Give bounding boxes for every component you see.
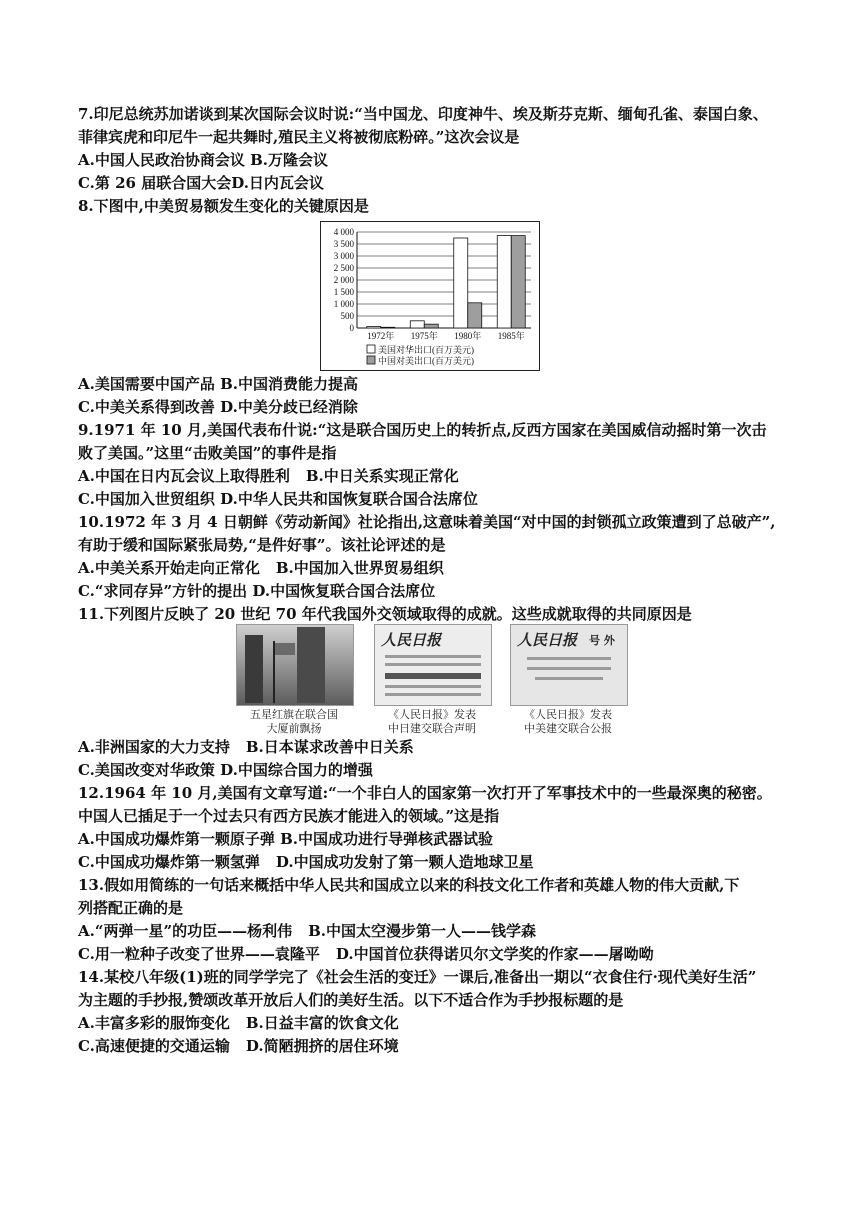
q12-option-b[interactable]: B.中国成功进行导弹核武器试验 (280, 830, 494, 848)
q9-option-c[interactable]: C.中国加入世贸组织 (78, 490, 215, 508)
q12-option-a[interactable]: A.中国成功爆炸第一颗原子弹 (78, 830, 275, 848)
q8-options-row-1 (78, 373, 798, 395)
q12-options-row-1 (78, 828, 798, 850)
q13-stem-line-2: 列搭配正确的是 (78, 899, 184, 917)
q11-stem-line-1: 11.下列图片反映了 20 世纪 70 年代我国外交领域取得的成就。这些成就取得的共同原因是 (78, 605, 692, 623)
y-tick-label: 2 000 (333, 275, 354, 285)
q14-options-row-2 (78, 1035, 798, 1057)
q14-option-b[interactable]: B.日益丰富的饮食文化 (245, 1014, 399, 1032)
q11-options-row-2 (78, 759, 798, 781)
q7-options-row-1 (78, 149, 798, 171)
q10-option-c[interactable]: C.“求同存异”方针的提出 (78, 582, 248, 600)
q11-option-a[interactable]: A.非洲国家的大力支持 (78, 738, 230, 756)
newspaper-masthead: 人民日报 (517, 631, 578, 649)
q7-option-a[interactable]: A.中国人民政治协商会议 (78, 151, 245, 169)
q10-option-a[interactable]: A.中美关系开始走向正常化 (78, 559, 260, 577)
q7-stem-line-2: 菲律宾虎和印尼牛一起共舞时,殖民主义将被彻底粉碎。”这次会议是 (78, 128, 520, 146)
legend-label: 美国对华出口(百万美元) (378, 345, 474, 355)
q8-option-c[interactable]: C.中美关系得到改善 (78, 398, 215, 416)
q14-options-row-1 (78, 1012, 798, 1034)
photo-caption-2 (367, 708, 497, 736)
legend-swatch (367, 356, 375, 364)
caption-line: 《人民日报》发表 (524, 708, 612, 721)
q10-options-row-1 (78, 557, 798, 579)
q13-stem-line-1: 13.假如用简练的一句话来概括中华人民共和国成立以来的科技文化工作者和英雄人物的伟大贡献,下 (78, 876, 740, 894)
text-lines (535, 677, 603, 680)
extra-edition-mark: 号 外 (589, 634, 615, 647)
q9-options-row-2 (78, 488, 798, 510)
q9-stem-line-2: 败了美国。”这里“击败美国”的事件是指 (78, 444, 337, 462)
bar-us-export (497, 236, 511, 328)
newspaper-masthead: 人民日报 (381, 631, 442, 649)
q7-option-b[interactable]: B.万隆会议 (250, 151, 329, 169)
q8-option-a[interactable]: A.美国需要中国产品 (78, 375, 215, 393)
q7-stem-line-1: 7.印尼总统苏加诺谈到某次国际会议时说:“当中国龙、印度神牛、埃及斯芬克斯、缅甸孔雀、泰国白象、 (78, 105, 768, 123)
bar-us-export (367, 327, 381, 328)
q12-option-c[interactable]: C.中国成功爆炸第一颗氢弹 (78, 853, 260, 871)
y-tick-label: 3 500 (333, 239, 354, 249)
y-tick-label: 3 000 (333, 251, 354, 261)
q9-option-d[interactable]: D.中华人民共和国恢复联合国合法席位 (220, 490, 478, 508)
x-tick-label: 1972年 (367, 331, 395, 341)
legend-label: 中国对美出口(百万美元) (378, 356, 474, 366)
photo-caption-1 (229, 708, 359, 736)
y-tick-label: 1 500 (333, 287, 354, 297)
q10-stem-line-1: 10.1972 年 3 月 4 日朝鲜《劳动新闻》社论指出,这意味着美国“对中国的封锁孤立政策遭到了总破产”, (78, 513, 776, 531)
q12-stem-line-2: 中国人已插足于一个过去只有西方民族才能进入的领域。”这是指 (78, 807, 500, 825)
q8-option-b[interactable]: B.中国消费能力提高 (220, 375, 359, 393)
building-shape (297, 627, 325, 703)
caption-line: 《人民日报》发表 (388, 708, 476, 721)
q14-option-a[interactable]: A.丰富多彩的服饰变化 (78, 1014, 230, 1032)
q11-option-d[interactable]: D.中国综合国力的增强 (220, 761, 373, 779)
caption-line: 中日建交联合声明 (388, 722, 476, 735)
q12-stem-line-1: 12.1964 年 10 月,美国有文章写道:“一个非白人的国家第一次打开了军事技术中的一些最深奥的秘密。 (78, 784, 772, 802)
bar-us-export (410, 321, 424, 328)
q14-option-d[interactable]: D.简陋拥挤的居住环境 (245, 1037, 399, 1055)
sino-japanese-newspaper-photo (374, 624, 492, 706)
caption-line: 大厦前飘扬 (266, 722, 322, 735)
q13-option-b[interactable]: B.中国太空漫步第一人——钱学森 (308, 922, 537, 940)
y-tick-label: 2 500 (333, 263, 354, 273)
q10-option-d[interactable]: D.中国恢复联合国合法席位 (252, 582, 436, 600)
q14-option-c[interactable]: C.高速便捷的交通运输 (78, 1037, 230, 1055)
text-lines (385, 685, 481, 688)
q13-options-row-2 (78, 943, 798, 965)
text-lines (385, 663, 481, 666)
y-tick-label: 500 (340, 311, 354, 321)
q13-option-c[interactable]: C.用一粒种子改变了世界——袁隆平 (78, 945, 320, 963)
bar-cn-export (511, 236, 525, 328)
q8-option-d[interactable]: D.中美分歧已经消除 (220, 398, 358, 416)
q11-options-row-1 (78, 736, 798, 758)
bar-cn-export (468, 303, 482, 328)
q9-option-a[interactable]: A.中国在日内瓦会议上取得胜利 (78, 467, 290, 485)
y-tick-label: 0 (349, 323, 354, 333)
q9-options-row-1 (78, 465, 798, 487)
q7-options-row-2 (78, 172, 798, 194)
q13-option-d[interactable]: D.中国首位获得诺贝尔文学奖的作家——屠呦呦 (335, 945, 654, 963)
text-lines (527, 667, 611, 670)
q9-stem-line-1: 9.1971 年 10 月,美国代表布什说:“这是联合国历史上的转折点,反西方国家在美国威信动摇时第一次击 (78, 421, 767, 439)
bar-cn-export (424, 324, 438, 328)
caption-line: 五星红旗在联合国 (250, 708, 338, 721)
caption-line: 中美建交联合公报 (524, 722, 612, 735)
q12-options-row-2 (78, 851, 798, 873)
q11-photo-strip (236, 624, 626, 736)
q9-option-b[interactable]: B.中日关系实现正常化 (305, 467, 459, 485)
x-tick-label: 1975年 (410, 331, 438, 341)
bar-us-export (454, 238, 468, 328)
flag-shape (275, 643, 295, 655)
trade-chart (320, 221, 540, 371)
q10-options-row-2 (78, 580, 798, 602)
q11-option-c[interactable]: C.美国改变对华政策 (78, 761, 215, 779)
trade-chart-svg (321, 222, 539, 370)
text-lines (385, 693, 481, 696)
q14-stem-line-1: 14.某校八年级(1)班的同学学完了《社会生活的变迁》一课后,准备出一期以“衣食住行·现代美好生活” (78, 968, 757, 986)
photo-caption-3 (503, 708, 633, 736)
q11-option-b[interactable]: B.日本谋求改善中日关系 (245, 738, 414, 756)
y-tick-label: 1 000 (333, 299, 354, 309)
q10-option-b[interactable]: B.中国加入世界贸易组织 (275, 559, 444, 577)
text-lines (527, 657, 611, 660)
x-tick-label: 1980年 (454, 331, 482, 341)
q8-options-row-2 (78, 396, 798, 418)
q7-option-d[interactable]: D.日内瓦会议 (231, 174, 324, 192)
q12-option-d[interactable]: D.中国成功发射了第一颗人造地球卫星 (275, 853, 534, 871)
q10-stem-line-2: 有助于缓和国际紧张局势,“是件好事”。该社论评述的是 (78, 536, 446, 554)
q13-options-row-1 (78, 920, 798, 942)
q13-option-a[interactable]: A.“两弹一星”的功臣——杨利伟 (78, 922, 293, 940)
q14-stem-line-2: 为主题的手抄报,赞颂改革开放后人们的美好生活。以下不适合作为手抄报标题的是 (78, 991, 624, 1009)
q7-option-c[interactable]: C.第 26 届联合国大会 (78, 174, 232, 192)
q8-stem-line-1: 8.下图中,中美贸易额发生变化的关键原因是 (78, 197, 369, 215)
un-flag-photo (236, 624, 354, 706)
sino-us-newspaper-photo (510, 624, 628, 706)
bar-cn-export (381, 327, 395, 328)
building-shape (245, 635, 263, 703)
text-lines (385, 655, 481, 658)
legend-swatch (367, 345, 375, 353)
headline-bar (385, 673, 481, 679)
y-tick-label: 4 000 (333, 227, 354, 237)
x-tick-label: 1985年 (497, 331, 525, 341)
